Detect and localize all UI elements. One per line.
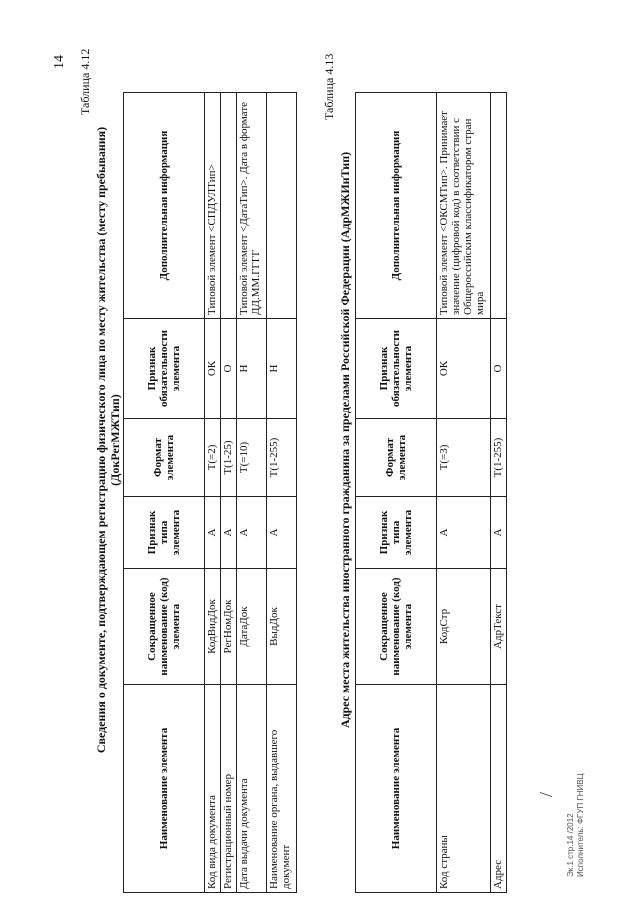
- header-format: Формат элемента: [124, 419, 205, 497]
- cell-format: Т(=2): [205, 419, 221, 497]
- cell-required: Н: [267, 319, 297, 419]
- stamp-line1: Эк.1 стр.14 /2012: [566, 813, 575, 877]
- table-row: [221, 93, 237, 893]
- cell-format: Т(1-255): [267, 419, 297, 497]
- header-required: Признак обязательности элемента: [356, 319, 437, 419]
- cell-info: [267, 93, 297, 319]
- header-info: Дополнительная информация: [124, 93, 205, 319]
- header-name: Наименование элемента: [356, 685, 437, 893]
- header-format: Формат элемента: [356, 419, 437, 497]
- stamp-line2: Исполнитель: ФГУП ГНИВЦ: [576, 773, 585, 877]
- page-number: 14: [52, 55, 67, 69]
- header-type: Признак типа элемента: [356, 497, 437, 569]
- header-code: Сокращенное наименование (код) элемента: [124, 569, 205, 685]
- cell-info: Типовой элемент <ОКСМТип>. Принимает значение (цифровой код) в соответствии с Общероссийским классификатором стран мира: [437, 93, 491, 319]
- cell-type: А: [205, 497, 221, 569]
- cell-type: А: [237, 497, 267, 569]
- cell-info: Типовой элемент <ДатаТип>. Дата в формате ДД.ММ.ГГГГ: [237, 93, 267, 319]
- cell-code: КодСтр: [437, 569, 491, 685]
- cell-info: [221, 93, 237, 319]
- cell-format: Т(1-25): [221, 419, 237, 497]
- cell-format: Т(=10): [237, 419, 267, 497]
- cell-format: Т(=3): [437, 419, 491, 497]
- cell-code: КодВидДок: [205, 569, 221, 685]
- header-type: Признак типа элемента: [124, 497, 205, 569]
- table-row: [437, 93, 491, 893]
- cell-name: Код страны: [437, 685, 491, 893]
- table-4-12-title: [94, 90, 122, 790]
- cell-name: Адрес: [491, 685, 507, 893]
- header-required: Признак обязательности элемента: [124, 319, 205, 419]
- table-4-13: [355, 92, 507, 893]
- cell-name: Регистрационный номер: [221, 685, 237, 893]
- table-4-12-title-line1: Сведения о документе, подтверждающем регистрацию физического лица по месту жительства (месту пребывания): [94, 126, 108, 754]
- table-4-12-label: Таблица 4.12: [78, 48, 92, 115]
- stamp-block: [566, 773, 586, 877]
- header-name: Наименование элемента: [124, 685, 205, 893]
- header-info: Дополнительная информация: [356, 93, 437, 319]
- cell-type: А: [491, 497, 507, 569]
- cell-type: А: [221, 497, 237, 569]
- cell-code: ДатаДок: [237, 569, 267, 685]
- cell-format: Т(1-255): [491, 419, 507, 497]
- cell-required: ОК: [205, 319, 221, 419]
- cell-name: Код вида документа: [205, 685, 221, 893]
- cell-code: ВыдДок: [267, 569, 297, 685]
- cell-info: Типовой элемент <СПДУЛТип>: [205, 93, 221, 319]
- table-row: [205, 93, 221, 893]
- table-header-row: [356, 93, 437, 893]
- cell-required: Н: [237, 319, 267, 419]
- cell-info: [491, 93, 507, 319]
- cell-required: О: [221, 319, 237, 419]
- cell-type: А: [437, 497, 491, 569]
- signature-mark: /: [536, 791, 556, 797]
- table-4-13-label: Таблица 4.13: [322, 53, 336, 120]
- table-row: [237, 93, 267, 893]
- table-row: [491, 93, 507, 893]
- cell-name: Дата выдачи документа: [237, 685, 267, 893]
- cell-required: О: [491, 319, 507, 419]
- cell-required: ОК: [437, 319, 491, 419]
- table-4-12: [123, 92, 297, 893]
- cell-type: А: [267, 497, 297, 569]
- cell-name: Наименование органа, выдавшего документ: [267, 685, 297, 893]
- table-4-13-title: Адрес места жительства иностранного гражданина за пределами Российской Федерации (АдрМЖИнТип): [338, 151, 352, 729]
- header-code: Сокращенное наименование (код) элемента: [356, 569, 437, 685]
- table-4-12-title-line2: (ДокРегМЖТип): [108, 394, 122, 486]
- cell-code: РегНомДок: [221, 569, 237, 685]
- table-row: [267, 93, 297, 893]
- table-header-row: [124, 93, 205, 893]
- cell-code: АдрТекст: [491, 569, 507, 685]
